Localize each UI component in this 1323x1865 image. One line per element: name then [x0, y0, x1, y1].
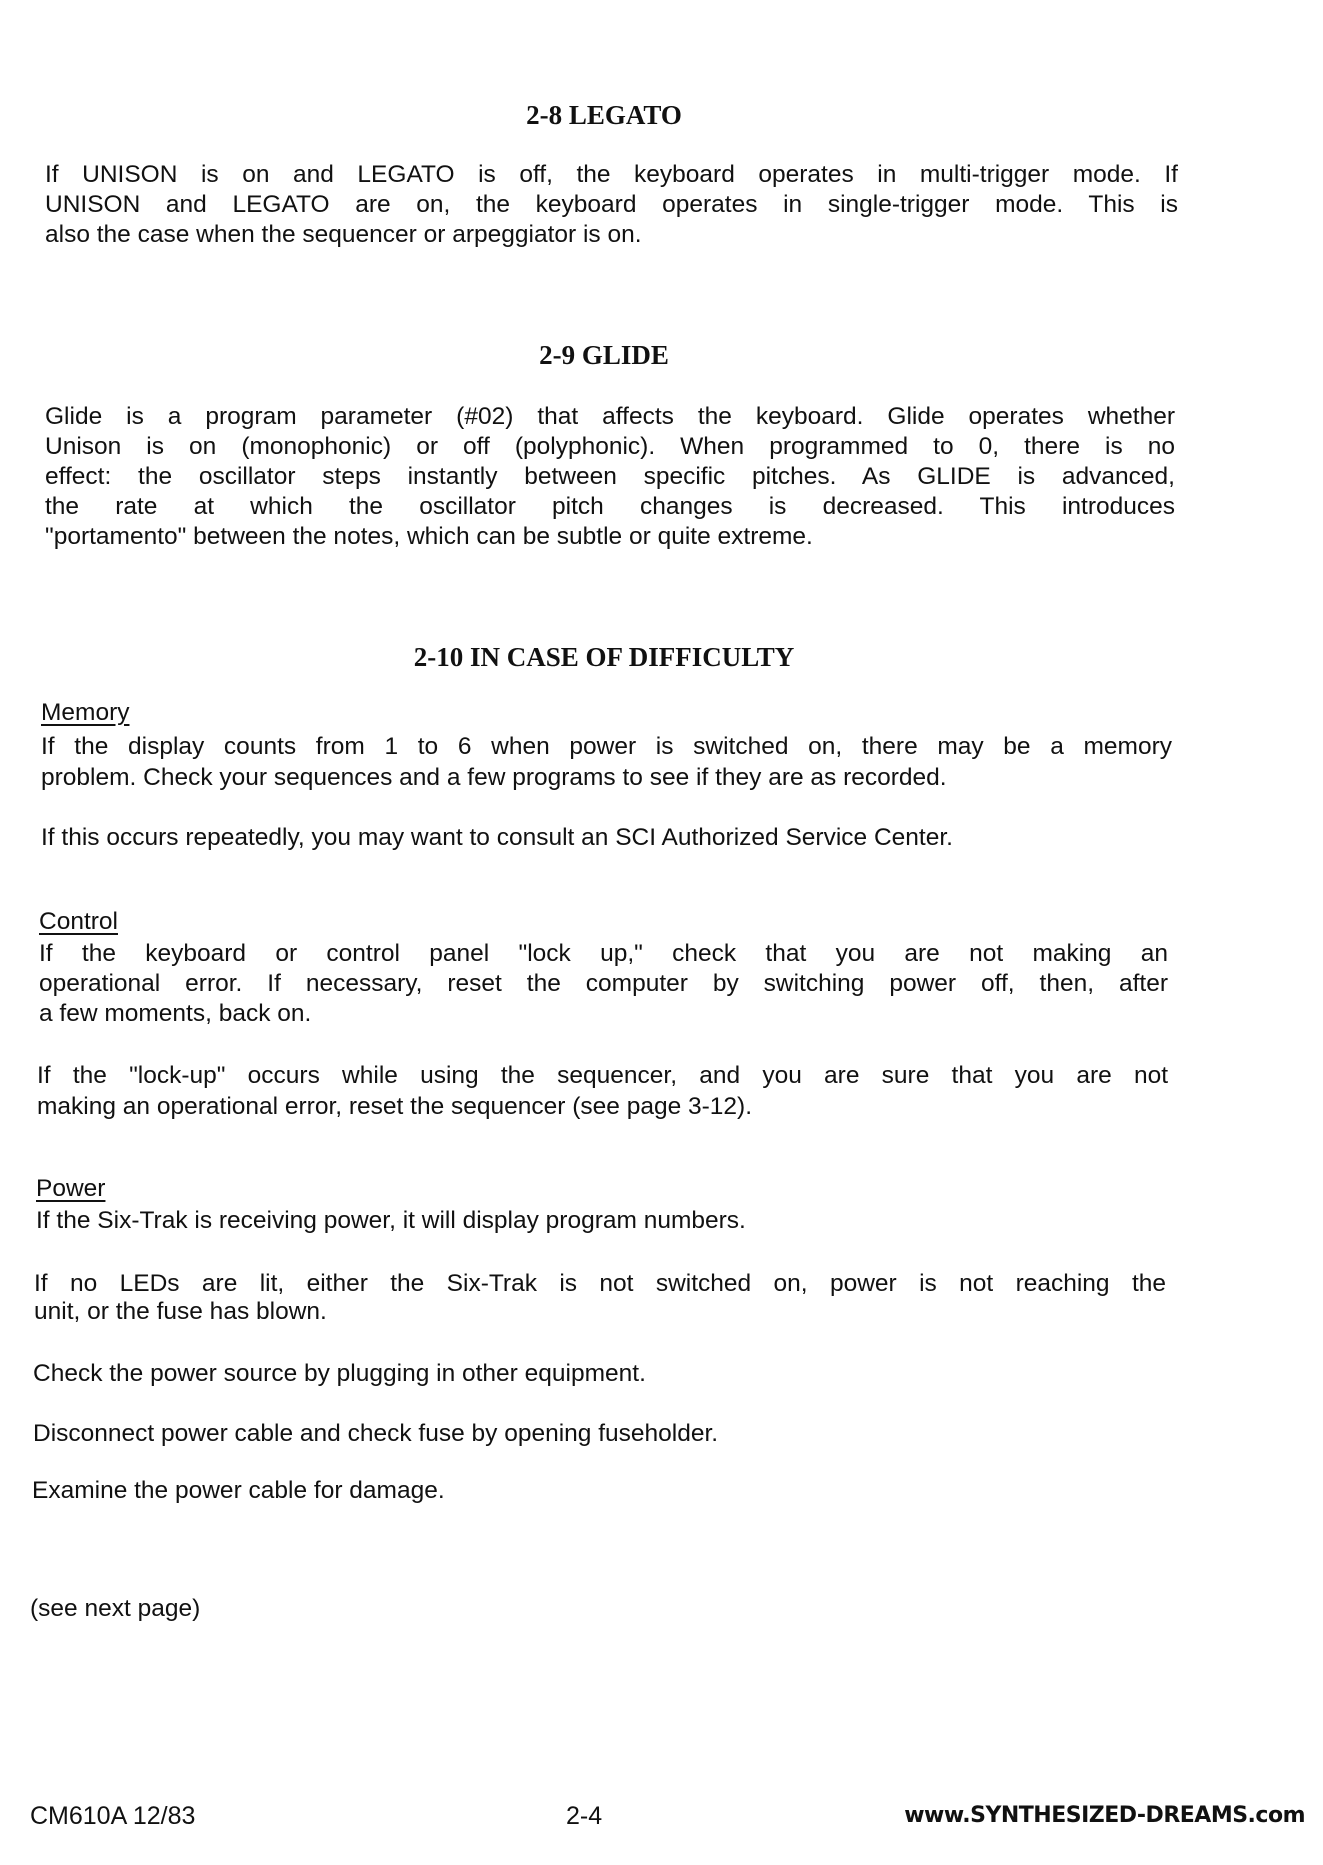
heading-glide: 2-9 GLIDE — [539, 340, 669, 370]
subheading-memory: Memory — [41, 699, 130, 726]
paragraph-line: If the display counts from 1 to 6 when power is switched on, there may be a memory — [41, 733, 1172, 760]
paragraph-line: making an operational error, reset the sequencer (see page 3-12). — [37, 1093, 753, 1120]
heading-legato: 2-8 LEGATO — [526, 100, 682, 130]
paragraph-line: If UNISON is on and LEGATO is off, the keyboard operates in multi-trigger mode. If — [45, 161, 1178, 188]
paragraph-line: a few moments, back on. — [39, 1000, 312, 1027]
paragraph-line: Check the power source by plugging in other equipment. — [33, 1360, 646, 1387]
footer-page-number: 2-4 — [566, 1802, 603, 1830]
paragraph-line: Disconnect power cable and check fuse by opening fuseholder. — [33, 1420, 719, 1447]
paragraph-line: Examine the power cable for damage. — [32, 1477, 445, 1504]
paragraph-line: UNISON and LEGATO are on, the keyboard operates in single-trigger mode. This is — [45, 191, 1178, 218]
footer-doc-id: CM610A 12/83 — [30, 1802, 196, 1830]
paragraph-line: If the "lock-up" occurs while using the sequencer, and you are sure that you are not — [37, 1062, 1168, 1089]
paragraph-line: If the keyboard or control panel "lock up," check that you are not making an — [39, 940, 1168, 967]
subheading-control: Control — [39, 908, 118, 935]
paragraph-line: "portamento" between the notes, which can be subtle or quite extreme. — [45, 523, 813, 550]
paragraph-line: If this occurs repeatedly, you may want to consult an SCI Authorized Service Center. — [41, 824, 953, 851]
paragraph-line: effect: the oscillator steps instantly between specific pitches. As GLIDE is advanced, — [45, 463, 1175, 490]
paragraph-line: unit, or the fuse has blown. — [34, 1298, 327, 1325]
paragraph-line: If the Six-Trak is receiving power, it will display program numbers. — [36, 1207, 746, 1234]
paragraph-line: Glide is a program parameter (#02) that affects the keyboard. Glide operates whether — [45, 403, 1175, 430]
footer-website: www.SYNTHESIZED-DREAMS.com — [904, 1803, 1305, 1828]
paragraph-line: the rate at which the oscillator pitch changes is decreased. This introduces — [45, 493, 1175, 520]
paragraph-line: Unison is on (monophonic) or off (polyphonic). When programmed to 0, there is no — [45, 433, 1175, 460]
paragraph-line: also the case when the sequencer or arpeggiator is on. — [45, 221, 642, 248]
see-next-page: (see next page) — [30, 1595, 201, 1622]
heading-in-case-of-difficulty: 2-10 IN CASE OF DIFFICULTY — [413, 642, 795, 672]
paragraph-line: If no LEDs are lit, either the Six-Trak is not switched on, power is not reaching the — [34, 1270, 1166, 1297]
subheading-power: Power — [36, 1175, 106, 1202]
paragraph-line: operational error. If necessary, reset the computer by switching power off, then, after — [39, 970, 1168, 997]
paragraph-line: problem. Check your sequences and a few programs to see if they are as recorded. — [41, 764, 947, 791]
